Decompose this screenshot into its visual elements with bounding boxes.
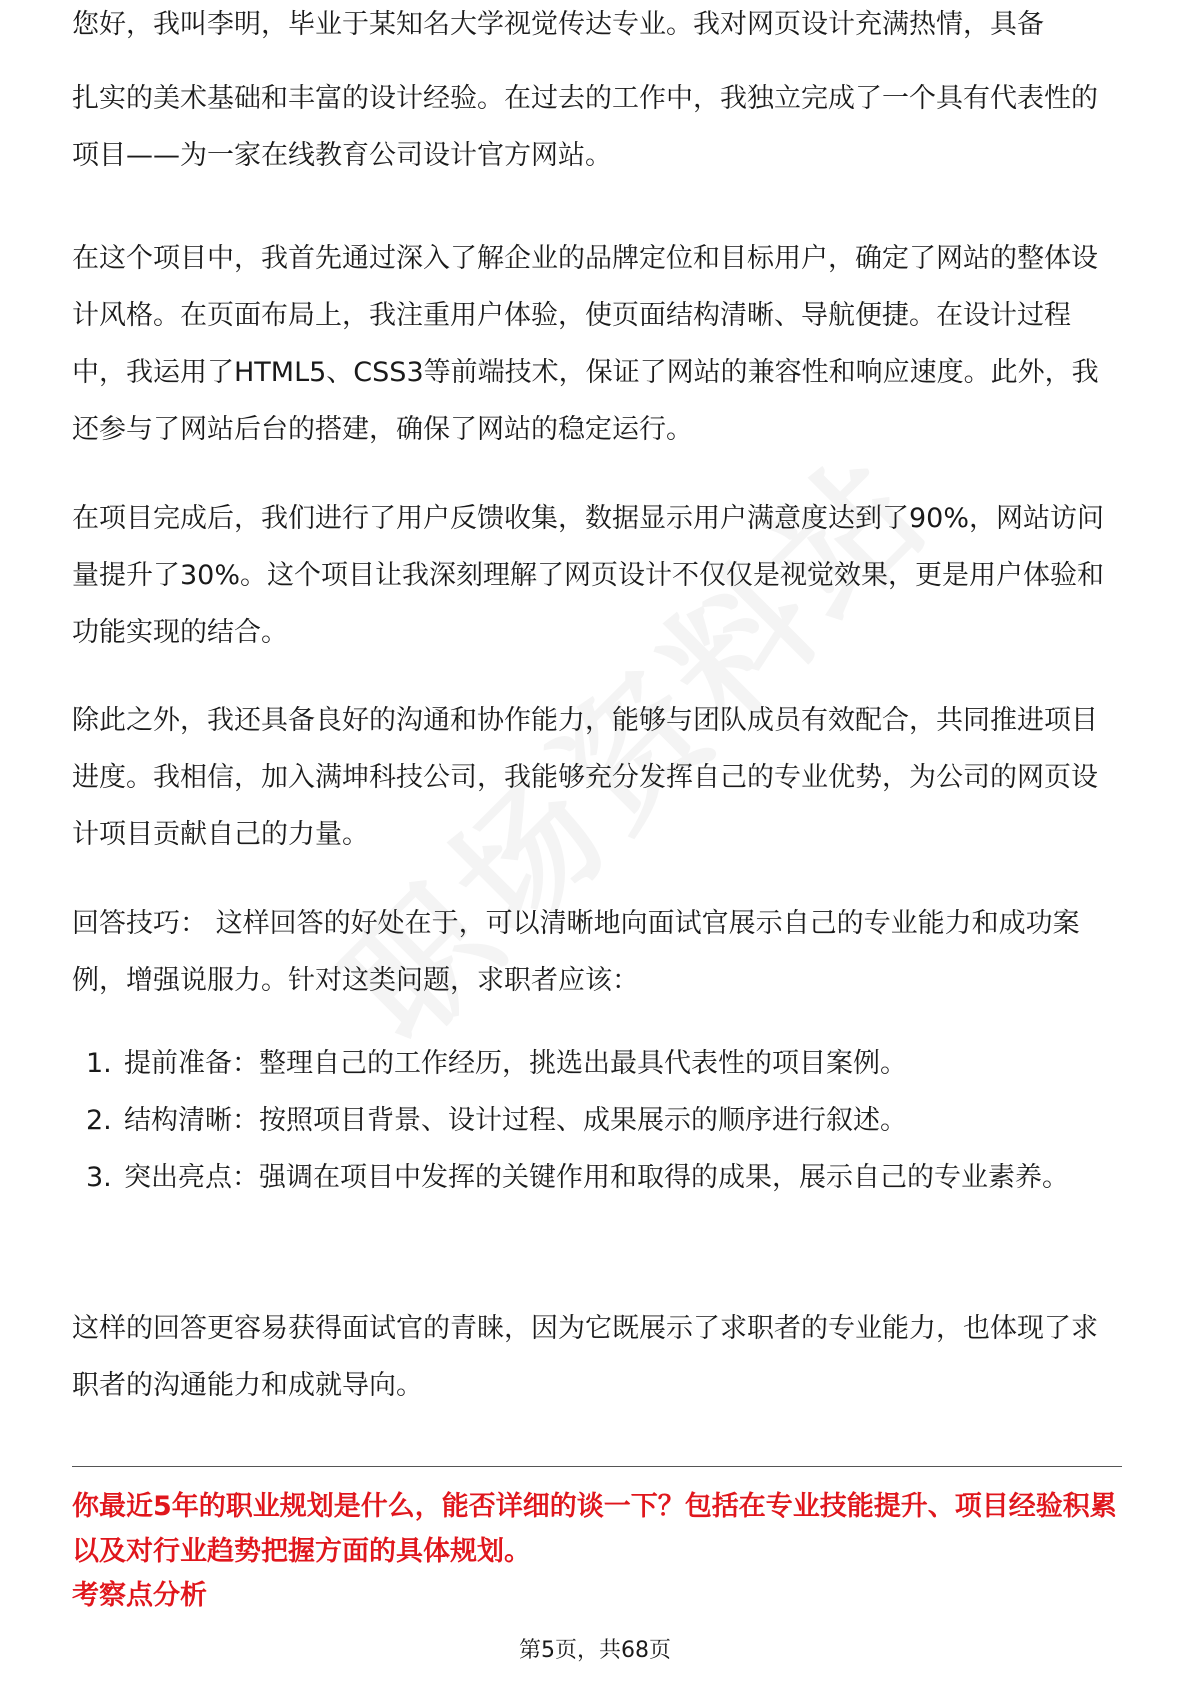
list-item-text: 提前准备：整理自己的工作经历，挑选出最具代表性的项目案例。 [124,1048,907,1079]
tips-list [72,1035,1122,1206]
paragraph-project-results: 在项目完成后，我们进行了用户反馈收集，数据显示用户满意度达到了90%，网站访问量提升了30%。这个项目让我深刻理解了网页设计不仅仅是视觉效果，更是用户体验和功能实现的结合。 [72,503,1105,648]
list-item [72,1149,1122,1206]
page-number: 第5页，共68页 [519,1638,671,1663]
paragraph-project-intro: 扎实的美术基础和丰富的设计经验。在过去的工作中，我独立完成了一个具有代表性的项目——为一家在线教育公司设计官方网站。 [72,83,1098,171]
paragraph-answer-tips: 回答技巧： 这样回答的好处在于，可以清晰地向面试官展示自己的专业能力和成功案例，增强说服力。针对这类问题，求职者应该： [72,908,1080,996]
list-item-number: 3. [86,1162,112,1193]
section-title: 考察点分析 [72,1580,207,1611]
list-item-text: 突出亮点：强调在项目中发挥的关键作用和取得的成果，展示自己的专业素养。 [124,1162,1069,1193]
paragraph-conclusion: 这样的回答更容易获得面试官的青睐，因为它既展示了求职者的专业能力，也体现了求职者的沟通能力和成就导向。 [72,1313,1098,1401]
list-item [72,1035,1122,1092]
list-item-number: 1. [86,1048,112,1079]
paragraph-cut-top: 您好，我叫李明，毕业于某知名大学视觉传达专业。我对网页设计充满热情，具备 [72,9,1044,40]
interview-question: 你最近5年的职业规划是什么，能否详细的谈一下？包括在专业技能提升、项目经验积累以及对行业趋势把握方面的具体规划。 [72,1491,1117,1567]
list-item [72,1092,1122,1149]
list-item-text: 结构清晰：按照项目背景、设计过程、成果展示的顺序进行叙述。 [124,1105,907,1136]
paragraph-skills: 除此之外，我还具备良好的沟通和协作能力，能够与团队成员有效配合，共同推进项目进度。我相信，加入满坤科技公司，我能够充分发挥自己的专业优势，为公司的网页设计项目贡献自己的力量。 [72,705,1098,850]
list-item-number: 2. [86,1105,112,1136]
section-divider [72,1466,1122,1467]
paragraph-project-process: 在这个项目中，我首先通过深入了解企业的品牌定位和目标用户，确定了网站的整体设计风格。在页面布局上，我注重用户体验，使页面结构清晰、导航便捷。在设计过程中，我运用了HTML5、CSS3等前端技术，保证了网站的兼容性和响应速度。此外，我还参与了网站后台的搭建，确保了网站的稳定运行。 [72,243,1099,445]
